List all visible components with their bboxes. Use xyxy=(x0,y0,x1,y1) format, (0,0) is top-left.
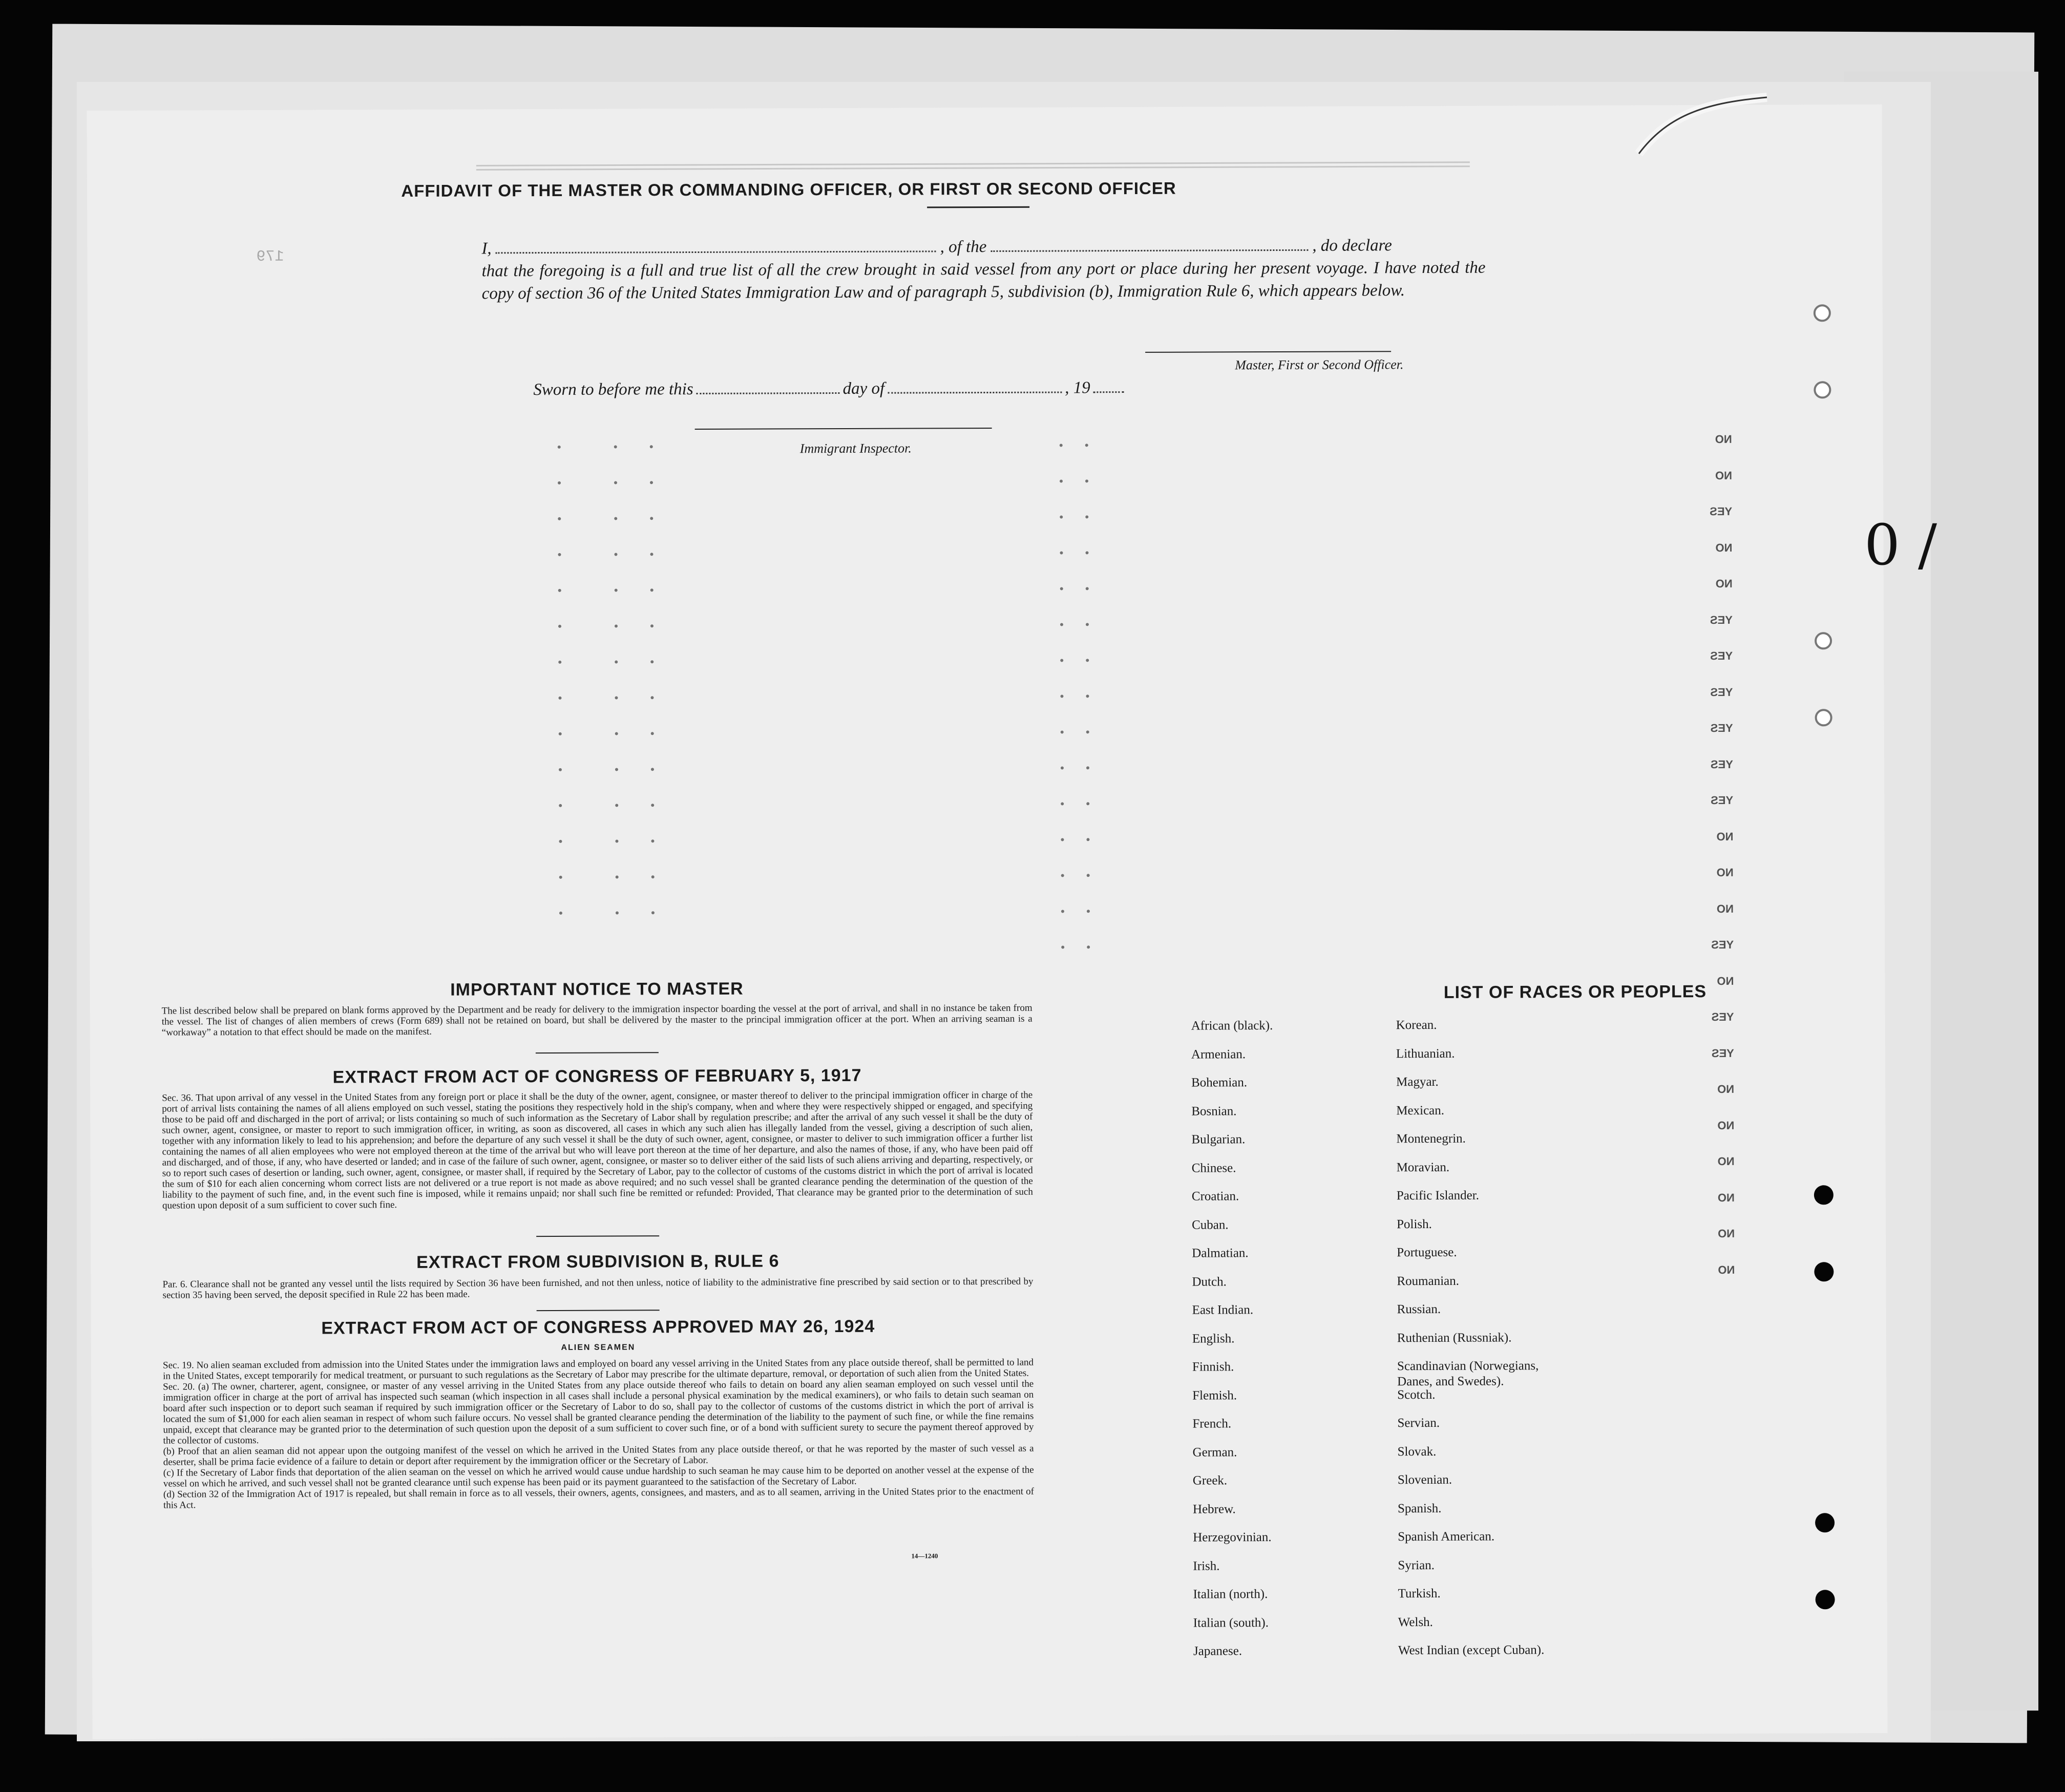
race-item: French. xyxy=(1192,1417,1232,1431)
race-item: Greek. xyxy=(1192,1473,1228,1488)
margin-stamp: YES xyxy=(1710,504,1733,518)
margin-stamp: YES xyxy=(1711,1010,1734,1024)
race-item: German. xyxy=(1192,1445,1237,1460)
race-item: Spanish American. xyxy=(1398,1529,1495,1544)
margin-stamp: NO xyxy=(1715,541,1733,554)
race-item: Scotch. xyxy=(1397,1387,1436,1402)
race-item: Bosnian. xyxy=(1191,1104,1237,1119)
race-item: Moravian. xyxy=(1396,1160,1450,1174)
race-item: Flemish. xyxy=(1192,1388,1237,1403)
divider xyxy=(536,1235,659,1237)
race-item: Armenian. xyxy=(1191,1047,1246,1062)
margin-stamp: NO xyxy=(1717,1119,1735,1132)
affidavit-declare: , do declare xyxy=(1312,236,1392,255)
race-item: Italian (south). xyxy=(1193,1615,1269,1630)
margin-stamp: YES xyxy=(1711,1046,1734,1060)
race-item: Korean. xyxy=(1396,1018,1437,1032)
race-item: Montenegrin. xyxy=(1396,1131,1466,1146)
extract-rule6-title: EXTRACT FROM SUBDIVISION B, RULE 6 xyxy=(416,1251,779,1272)
margin-stamp: NO xyxy=(1716,830,1734,843)
race-item: Slovak. xyxy=(1397,1444,1437,1459)
margin-stamp: YES xyxy=(1710,685,1733,699)
extract-rule6-text: Par. 6. Clearance shall not be granted any vessel until the lists required by Section 36 have been furnished, and not then unless, notice of liability to the administrative fine prescribed by said section or to that prescribed by section 35 having been served, the deposit specified in Rule 22 has been made. xyxy=(162,1276,1034,1301)
race-item: Spanish. xyxy=(1397,1501,1442,1515)
affidavit-paragraph xyxy=(481,234,1485,305)
race-item: Mexican. xyxy=(1396,1103,1445,1118)
race-item: Welsh. xyxy=(1398,1615,1433,1629)
race-item: English. xyxy=(1192,1331,1235,1346)
margin-stamp: NO xyxy=(1718,1263,1735,1276)
margin-stamp-column xyxy=(1686,433,1735,1299)
vessel-name-field[interactable] xyxy=(991,249,1308,252)
margin-stamp: NO xyxy=(1716,902,1734,915)
race-item: Herzegovinian. xyxy=(1193,1530,1272,1545)
binding-hole xyxy=(1814,1262,1834,1281)
extract-1917-title: EXTRACT FROM ACT OF CONGRESS OF FEBRUARY 5, 1917 xyxy=(332,1065,862,1087)
race-item: Servian. xyxy=(1397,1416,1440,1430)
races-column-left xyxy=(1191,1018,1398,1672)
extract-1917-text: Sec. 36. That upon arrival of any vessel in the United States from any foreign port or place it shall be the duty of the owner, agent, consignee, or master thereof to deliver to the principal immigration officer in charge of the port of arrival lists containing the names of all aliens employed on such vessel, stating the positions they respectively hold in the ship's company, when and where they were respectively shipped or engaged, and specifying those to be paid off and discharged in the port of arrival; or lists containing so much of such information as the Secretary of Labor shall by regulation prescribe; and after the arrival of any such vessel it shall be the duty of such owner, agent, consignee, or master to report to such immigration officer, in writing, as soon as discovered, all cases in which any such alien has illegally landed from the vessel, giving a description of such alien, together with any information likely to lead to his apprehension; and before the departure of any such vessel it shall be the duty of such owner, agent, consignee, or master to deliver to such immigration officer a further list containing the names of all alien employees who were not employed thereon at the time of the arrival but who will leave port thereon at the time of her departure, and also the names of those, if any, who have been paid off and discharged, and of those, if any, who have deserted or landed; and in case of the failure of such owner, agent, consignee, or master so to deliver either of the said lists of such aliens arriving and departing, respectively, or so to report such cases of desertion or landing, such owner, agent, consignee, or master shall, if required by the Secretary of Labor, pay to the collector of customs of the customs district in which the port of arrival is located the sum of $10 for each alien concerning whom correct lists are not delivered or a true report is not made as above required; and no such vessel shall be granted clearance pending the determination of the question of the liability to the payment of such fine, and, in the event such fine is imposed, while it remains unpaid; nor shall such fine be remitted or refunded: Provided, That clearance may be granted prior to the determination of such question upon deposit of a sum sufficient to cover such fine. xyxy=(162,1089,1033,1211)
margin-stamp: NO xyxy=(1715,469,1733,482)
margin-stamp: NO xyxy=(1717,1082,1735,1096)
race-item: East Indian. xyxy=(1192,1303,1254,1317)
race-item: Pacific Islander. xyxy=(1396,1188,1479,1203)
binding-hole xyxy=(1814,1185,1834,1205)
race-item: Dutch. xyxy=(1192,1274,1227,1289)
binding-hole xyxy=(1815,709,1832,726)
notice-text: The list described below shall be prepared on blank forms approved by the Department and be ready for delivery to the immigration inspector boarding the vessel at the port of arrival, and shall in no instance be taken from the vessel. The list of changes of alien members of crews (Form 689) shall not be retained on board, but shall be delivered by the master to the principal immigration officer at the port. When an arriving seaman is a “workaway” a notation to that effect should be made on the manifest. xyxy=(161,1002,1032,1038)
race-item: Russian. xyxy=(1397,1302,1441,1317)
binding-hole xyxy=(1814,381,1831,398)
affidavit-title: AFFIDAVIT OF THE MASTER OR COMMANDING OFFICER, OR FIRST OR SECOND OFFICER xyxy=(401,178,1176,200)
sworn-prefix: Sworn to before me this xyxy=(533,380,693,399)
races-column-right xyxy=(1396,1017,1654,1671)
race-item: Polish. xyxy=(1397,1217,1432,1231)
sworn-date-field[interactable] xyxy=(697,392,840,394)
race-item: Cuban. xyxy=(1192,1217,1229,1232)
sworn-month-field[interactable] xyxy=(888,391,1062,393)
race-item: Ruthenian (Russniak). xyxy=(1397,1330,1512,1345)
sworn-day: day of xyxy=(842,379,885,398)
race-item: Hebrew. xyxy=(1192,1502,1236,1516)
margin-stamp: YES xyxy=(1710,613,1733,626)
margin-stamp: NO xyxy=(1717,1154,1735,1168)
margin-stamp: NO xyxy=(1715,432,1732,446)
margin-stamp: NO xyxy=(1717,1191,1735,1204)
form-number: 14—1240 xyxy=(911,1552,938,1560)
races-title: LIST OF RACES OR PEOPLES xyxy=(1443,982,1707,1002)
master-name-field[interactable] xyxy=(496,250,936,254)
race-item: Italian (north). xyxy=(1193,1587,1268,1601)
race-item: African (black). xyxy=(1191,1019,1273,1033)
race-item: Irish. xyxy=(1193,1558,1220,1573)
race-item: Turkish. xyxy=(1398,1586,1441,1601)
sworn-line xyxy=(533,378,1127,399)
race-item: Slovenian. xyxy=(1397,1472,1452,1487)
extract-1924-text: Sec. 19. No alien seaman excluded from admission into the United States under the immigration laws and employed on board any vessel arriving in the United States from any place outside thereof, shall be permitted to land in the United States, except temporarily for medical treatment, or pursuant to such regulations as the Secretary of Labor may prescribe for the ultimate departure, removal, or deportation of such alien from the United States. Sec. 20. (a) The owner, charterer, agent, consignee, or master of any vessel arriving in the United States from any place outside thereof who fails to detain on board any alien seaman employed on such vessel until the immigration officer in charge at the port of arrival has inspected such seaman (which inspection in all cases shall include a personal physical examination by the medical examiners), or who fails to detain such seaman on board after such inspection or to deport such seaman if required by such immigration officer or the Secretary of Labor to do so, shall pay to the collector of customs of the customs district in which the port of arrival is located the sum of $1,000 for each alien seaman in respect of whom such failure occurs. No vessel shall be granted clearance pending the determination of the liability to the payment of such fine, or while the fine remains unpaid, except that clearance may be granted prior to the determination of such question upon the deposit of a sum sufficient to cover such fine, or of a bond with sufficient surety to secure the payment thereof approved by the collector of customs. (b) Proof that an alien seaman did not appear upon the outgoing manifest of the vessel on which he arrived in the United States from any place outside thereof, or that he was reported by the master of such vessel as a deserter, shall be prima facie evidence of a failure to detain or deport after requirement by the immigration officer or the Secretary of Labor. (c) If the Secretary of Labor finds that deportation of the alien seaman on the vessel on which he arrived would cause undue hardship to such seaman he may cause him to be deported on another vessel at the expense of the vessel on which he arrived, and such vessel shall not be granted clearance until such expense has been paid or its payment guaranteed to the satisfaction of the Secretary of Labor. (d) Section 32 of the Immigration Act of 1917 is repealed, but shall remain in force as to all vessels, their owners, agents, consignees, and masters, and as to all seamen, arriving in the United States prior to the enactment of this Act. xyxy=(162,1357,1034,1511)
race-item: Dalmatian. xyxy=(1192,1246,1249,1260)
sworn-year: , 19 xyxy=(1065,378,1090,397)
affidavit-body: that the foregoing is a full and true list of all the crew brought in said vessel from any port or place during her present voyage. I have noted the copy of section 36 of the United States Immigration Law and of paragraph 5, subdivision (b), Immigration Rule 6, which appears below. xyxy=(481,258,1486,303)
ghost-page-number: 179 xyxy=(256,248,284,266)
race-item: Lithuanian. xyxy=(1396,1046,1455,1061)
binding-hole xyxy=(1815,632,1832,649)
binding-hole xyxy=(1815,1513,1835,1532)
race-item: Chinese. xyxy=(1191,1161,1236,1175)
race-item: Magyar. xyxy=(1396,1074,1439,1089)
margin-stamp: YES xyxy=(1710,757,1733,771)
margin-stamp: NO xyxy=(1715,577,1733,591)
margin-stamp: YES xyxy=(1710,721,1733,735)
race-item: Croatian. xyxy=(1191,1189,1239,1204)
margin-stamp: NO xyxy=(1716,866,1734,879)
race-item: Scandinavian (Norwegians, Danes, and Swedes). xyxy=(1397,1359,1539,1389)
margin-stamp: NO xyxy=(1717,974,1734,987)
race-item: Portuguese. xyxy=(1397,1245,1457,1260)
margin-stamp: YES xyxy=(1711,938,1734,952)
race-item: Bohemian. xyxy=(1191,1076,1248,1090)
signature-label: Master, First or Second Officer. xyxy=(1235,357,1404,373)
race-item: Bulgarian. xyxy=(1191,1132,1246,1147)
extract-1924-subtitle: ALIEN SEAMEN xyxy=(561,1343,636,1352)
manifest-page xyxy=(87,104,1887,1739)
inspector-label: Immigrant Inspector. xyxy=(799,440,912,456)
sworn-year-field[interactable] xyxy=(1093,391,1124,393)
race-item: West Indian (except Cuban). xyxy=(1398,1643,1545,1658)
margin-stamp: YES xyxy=(1711,793,1734,807)
race-item: Japanese. xyxy=(1193,1644,1242,1658)
paper-curl xyxy=(1629,92,1782,174)
affidavit-of-the: , of the xyxy=(940,237,987,257)
margin-stamp: NO xyxy=(1718,1227,1735,1240)
race-item: Roumanian. xyxy=(1397,1274,1460,1288)
margin-stamp: YES xyxy=(1710,649,1733,663)
notice-title: IMPORTANT NOTICE TO MASTER xyxy=(450,979,744,1000)
race-item: Syrian. xyxy=(1398,1558,1435,1572)
divider xyxy=(537,1310,660,1311)
race-item: Finnish. xyxy=(1192,1360,1234,1374)
binding-hole xyxy=(1814,304,1831,322)
handwritten-mark: 0 / xyxy=(1864,512,1937,578)
affidavit-i: I, xyxy=(481,239,492,258)
extract-1924-title: EXTRACT FROM ACT OF CONGRESS APPROVED MAY 26, 1924 xyxy=(321,1316,875,1338)
binding-hole xyxy=(1816,1590,1835,1609)
